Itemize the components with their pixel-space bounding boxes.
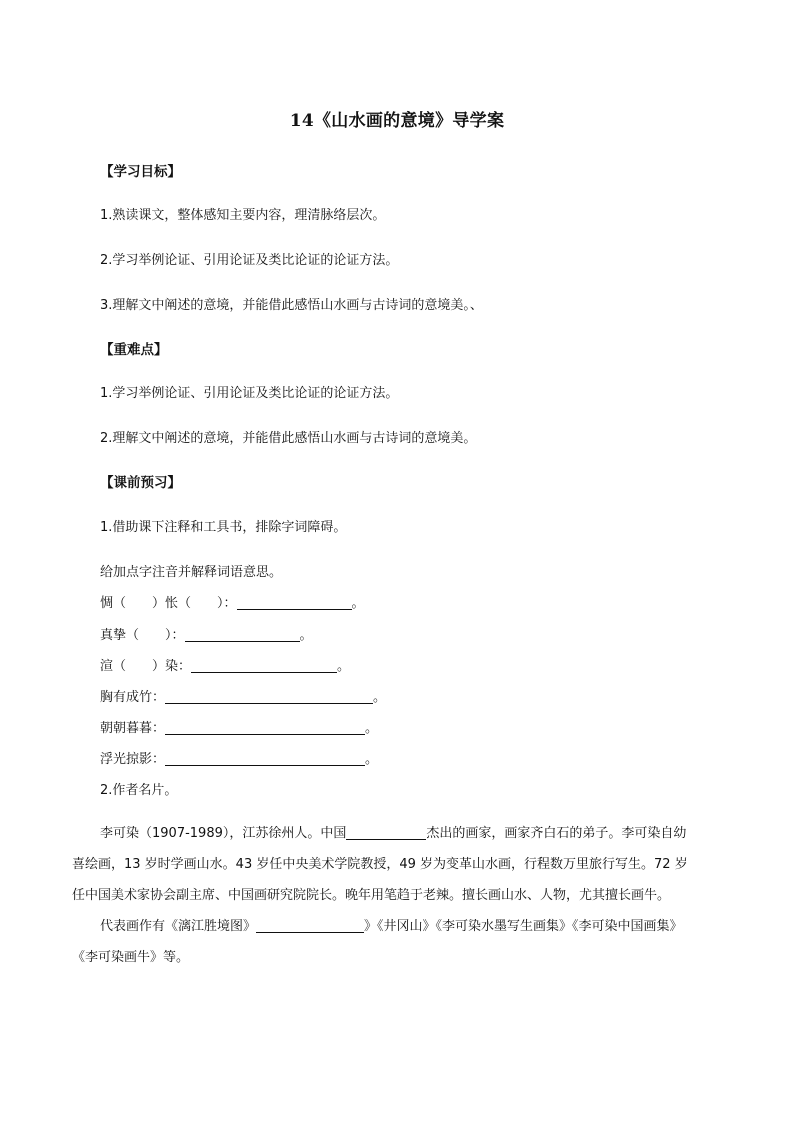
- answer-blank[interactable]: [237, 595, 352, 610]
- bio-line-1: [100, 822, 686, 841]
- heading-key-points: 【重难点】: [100, 342, 168, 358]
- heading-preview: 【课前预习】: [100, 475, 181, 491]
- vocab-item-1: [100, 592, 365, 611]
- vocab-item-2: [100, 624, 313, 643]
- vocab-item-5: [100, 717, 378, 736]
- bio-text: 杰出的画家，画家齐白石的弟子。李可染自幼: [426, 826, 687, 841]
- bio-text: 代表画作有《漓江胜境图》: [100, 919, 257, 934]
- vocab-prompt: 朝朝暮暮：: [100, 721, 166, 736]
- vocab-suffix: 。: [365, 721, 379, 736]
- preview-task-2: 2.作者名片。: [100, 783, 178, 798]
- answer-blank[interactable]: [165, 689, 373, 704]
- heading-learning-goals: 【学习目标】: [100, 164, 181, 180]
- answer-blank[interactable]: [185, 627, 300, 642]
- goal-item-3: 3.理解文中阐述的意境，并能借此感悟山水画与古诗词的意境美。、: [100, 298, 483, 313]
- vocab-item-4: [100, 686, 386, 705]
- vocab-suffix: 。: [351, 596, 365, 611]
- answer-blank[interactable]: [165, 720, 365, 735]
- vocab-item-6: [100, 748, 378, 767]
- bio-line-4: [100, 915, 683, 934]
- vocab-prompt: 渲（ ）染：: [100, 659, 192, 674]
- vocab-suffix: 。: [373, 690, 387, 705]
- key-point-1: 1.学习举例论证、引用论证及类比论证的论证方法。: [100, 386, 399, 401]
- answer-blank[interactable]: [191, 658, 337, 673]
- vocab-suffix: 。: [337, 659, 351, 674]
- bio-line-3: 任中国美术家协会副主席、中国画研究院院长。晚年用笔趋于老辣。擅长画山水、人物，尤其擅长画牛。: [72, 888, 671, 903]
- key-point-2: 2.理解文中阐述的意境，并能借此感悟山水画与古诗词的意境美。: [100, 431, 477, 446]
- bio-text: 》《井冈山》《李可染水墨写生画集》《李可染中国画集》: [364, 919, 683, 934]
- answer-blank[interactable]: [165, 751, 365, 766]
- preview-task-1: 1.借助课下注释和工具书，排除字词障碍。: [100, 520, 347, 535]
- vocab-prompt: 胸有成竹：: [100, 690, 166, 705]
- vocab-prompt: 浮光掠影：: [100, 752, 166, 767]
- bio-line-5: 《李可染画牛》等。: [72, 950, 190, 965]
- bio-line-2: 喜绘画，13 岁时学画山水。43 岁任中央美术学院教授，49 岁为变革山水画，行程数万里旅行写生。72 岁: [72, 857, 688, 872]
- answer-blank[interactable]: [346, 825, 426, 840]
- vocab-suffix: 。: [365, 752, 379, 767]
- vocab-prompt: 惆（ ）怅（ ）：: [100, 596, 237, 611]
- vocab-item-3: [100, 655, 350, 674]
- preview-instruction: 给加点字注音并解释词语意思。: [100, 565, 283, 580]
- goal-item-1: 1.熟读课文，整体感知主要内容，理清脉络层次。: [100, 208, 386, 223]
- answer-blank[interactable]: [256, 918, 364, 933]
- vocab-prompt: 真挚（ ）：: [100, 628, 185, 643]
- bio-text: 李可染（1907-1989），江苏徐州人。中国: [100, 826, 347, 841]
- goal-item-2: 2.学习举例论证、引用论证及类比论证的论证方法。: [100, 253, 399, 268]
- page-title: 14《山水画的意境》导学案: [289, 111, 505, 131]
- vocab-suffix: 。: [299, 628, 313, 643]
